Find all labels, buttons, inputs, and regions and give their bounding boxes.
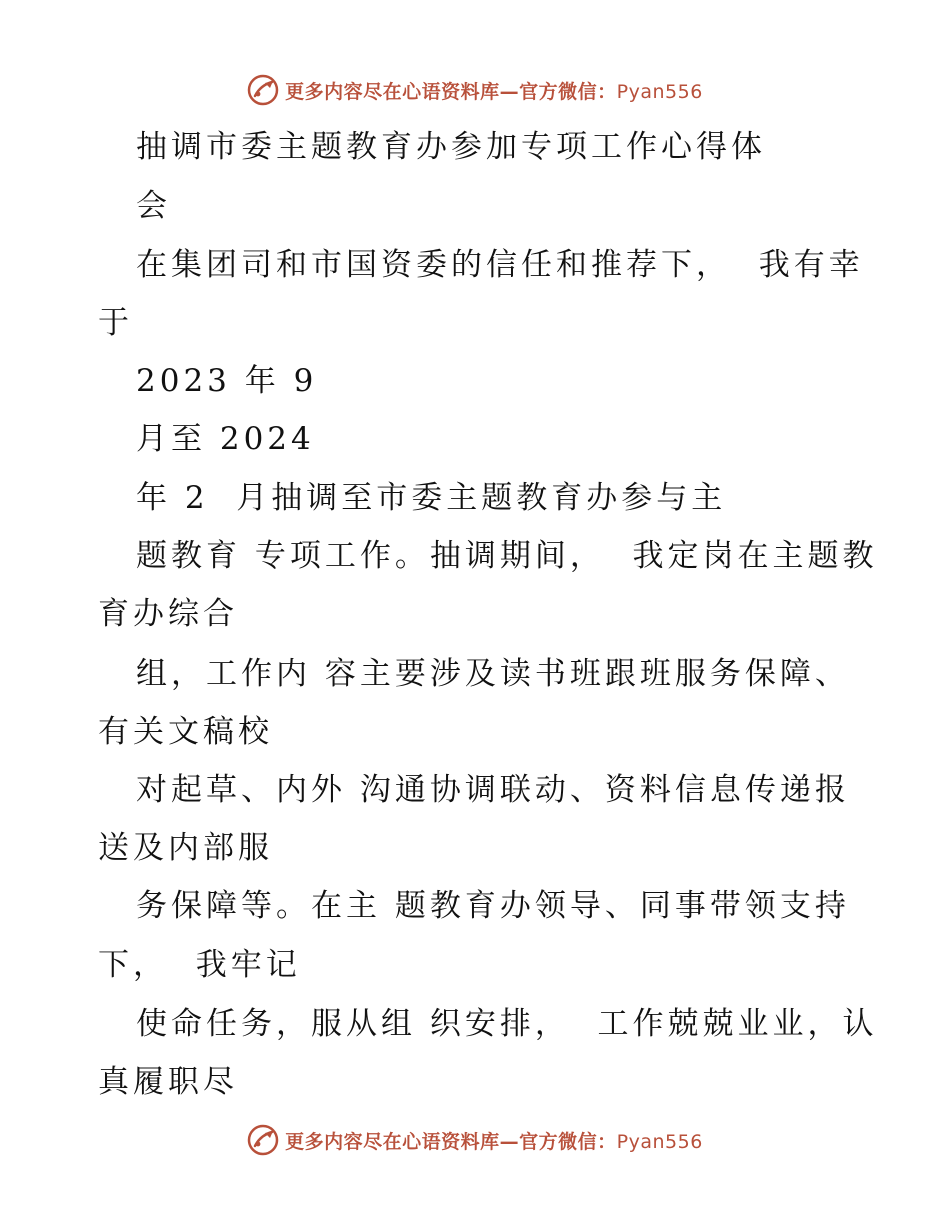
header-banner-cn: 更多内容尽在心语资料库—官方微信： — [285, 80, 617, 103]
brand-logo-icon — [247, 1124, 279, 1156]
body-line: 在集团司和市国资委的信任和推荐下， 我有幸 — [136, 247, 864, 283]
body-line: 送及内部服 — [98, 830, 273, 866]
body-line: 育办综合 — [98, 596, 238, 632]
body-line: 2023 年 9 — [136, 363, 318, 399]
footer-banner-handle: Pyan556 — [616, 1130, 703, 1153]
header-banner-handle: Pyan556 — [616, 80, 703, 103]
body-line: 年 2 月抽调至市委主题教育办参与主 — [136, 480, 727, 516]
body-line: 使命任务，服从组 织安排， 工作兢兢业业，认 — [136, 1006, 878, 1042]
footer-banner-cn: 更多内容尽在心语资料库—官方微信： — [285, 1130, 617, 1153]
body-line: 月至 2024 — [136, 421, 315, 457]
body-line: 下， 我牢记 — [98, 947, 301, 983]
body-line: 会 — [136, 188, 171, 224]
body-line: 组，工作内 容主要涉及读书班跟班服务保障、 — [136, 656, 850, 692]
footer-banner — [0, 1120, 950, 1160]
footer-banner-text — [285, 1127, 703, 1154]
body-line: 有关文稿校 — [98, 714, 273, 750]
body-line: 务保障等。在主 题教育办领导、同事带领支持 — [136, 888, 850, 924]
body-line: 抽调市委主题教育办参加专项工作心得体 — [136, 129, 766, 165]
body-line: 真履职尽 — [98, 1064, 238, 1100]
body-line: 题教育 专项工作。抽调期间， 我定岗在主题教 — [136, 538, 878, 574]
body-line: 对起草、内外 沟通协调联动、资料信息传递报 — [136, 772, 850, 808]
body-line: 于 — [98, 305, 133, 341]
